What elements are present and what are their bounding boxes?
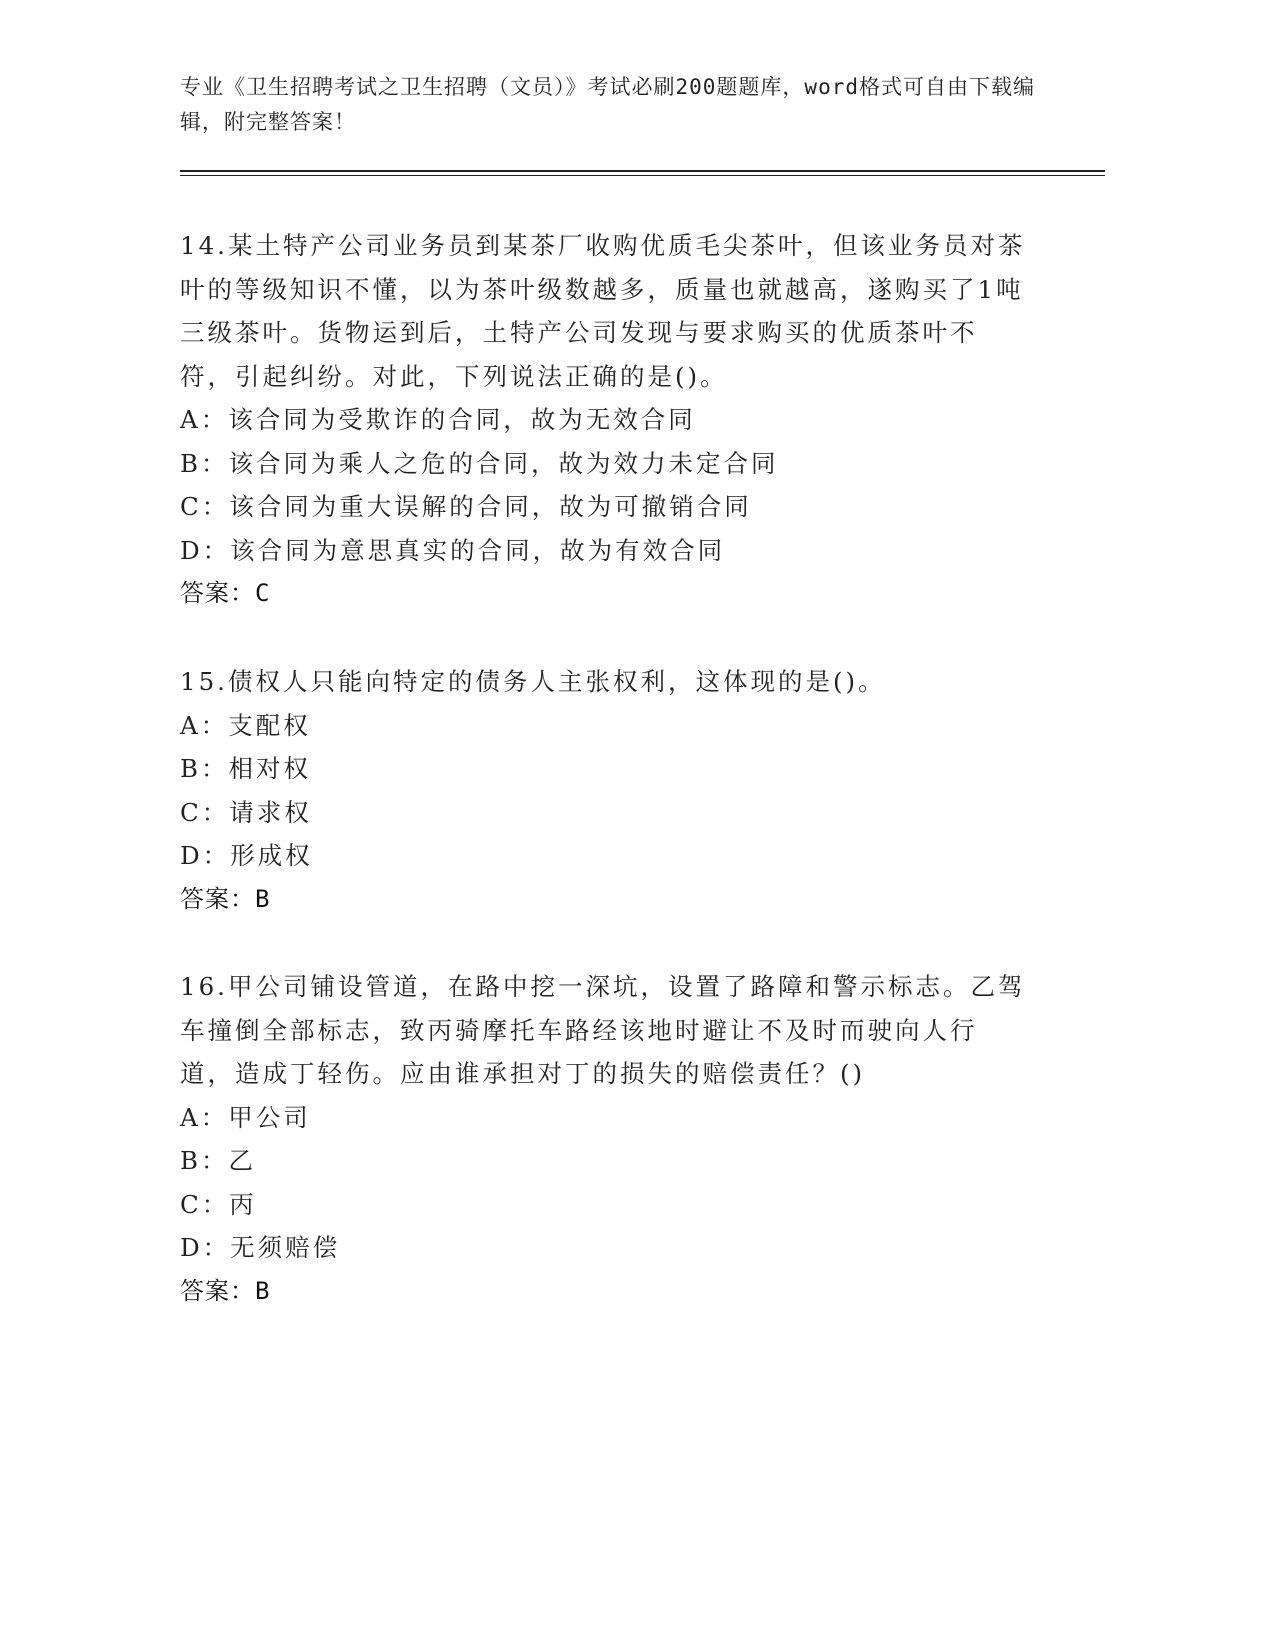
question-stem: 16.甲公司铺设管道，在路中挖一深坑，设置了路障和警示标志。乙驾车撞倒全部标志，致丙骑摩托车路经该地时避让不及时而驶向人行道，造成丁轻伤。应由谁承担对丁的损失的赔偿责任？() bbox=[180, 972, 1026, 1088]
option-d: D：无须赔偿 bbox=[180, 1233, 341, 1262]
option-c: C：该合同为重大误解的合同，故为可撤销合同 bbox=[180, 492, 752, 521]
question-15 bbox=[180, 660, 1030, 921]
answer: 答案：C bbox=[180, 579, 271, 607]
option-a: A：支配权 bbox=[180, 710, 311, 740]
option-d: D：该合同为意思真实的合同，故为有效合同 bbox=[180, 535, 726, 565]
option-a: A：甲公司 bbox=[180, 1102, 311, 1132]
option-d: D：形成权 bbox=[180, 841, 313, 870]
header-divider-thick bbox=[180, 170, 1105, 172]
option-c: C：丙 bbox=[180, 1189, 257, 1219]
option-b: B：相对权 bbox=[180, 754, 312, 783]
option-b: B：乙 bbox=[180, 1146, 257, 1175]
option-b: B：该合同为乘人之危的合同，故为效力未定合同 bbox=[180, 448, 779, 478]
question-14 bbox=[180, 224, 1030, 616]
option-c: C：请求权 bbox=[180, 797, 312, 827]
answer: 答案：B bbox=[180, 884, 271, 913]
question-stem: 15.债权人只能向特定的债务人主张权利，这体现的是()。 bbox=[180, 667, 886, 696]
document-header: 专业《卫生招聘考试之卫生招聘（文员）》考试必刷200题题库，word格式可自由下载编辑，附完整答案！ bbox=[180, 75, 1035, 134]
question-16 bbox=[180, 965, 1030, 1313]
header-divider-thin bbox=[180, 175, 1105, 176]
question-stem: 14.某土特产公司业务员到某茶厂收购优质毛尖茶叶，但该业务员对茶叶的等级知识不懂，以为茶叶级数越多，质量也就越高，遂购买了1吨三级茶叶。货物运到后，土特产公司发现与要求购买的优质茶叶不符，引起纠纷。对此，下列说法正确的是()。 bbox=[180, 231, 1026, 391]
option-a: A：该合同为受欺诈的合同，故为无效合同 bbox=[180, 405, 696, 434]
answer: 答案：B bbox=[180, 1276, 271, 1305]
